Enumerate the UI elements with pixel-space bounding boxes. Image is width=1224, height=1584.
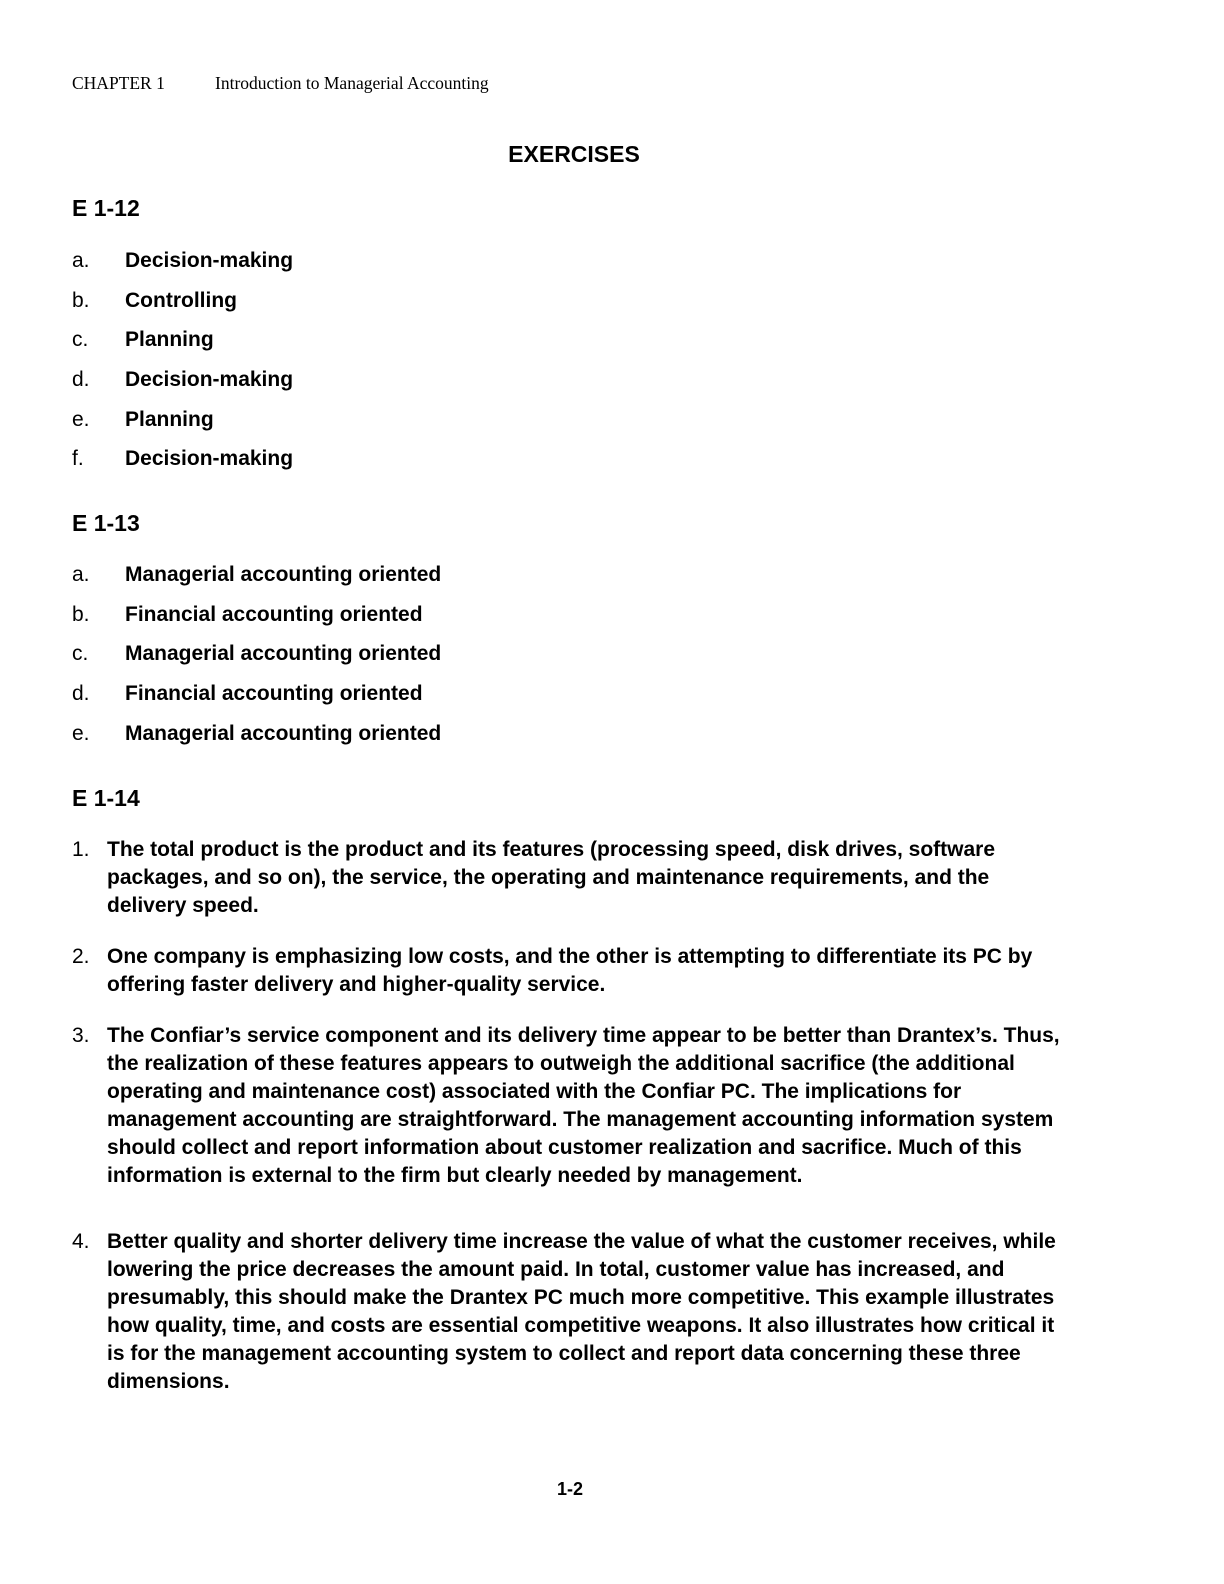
list-marker: d.	[72, 368, 90, 392]
list-answer: Decision-making	[125, 249, 294, 272]
list-item	[72, 641, 441, 681]
list-marker: a.	[72, 249, 90, 272]
section-heading-e1-12: E 1-12	[72, 195, 140, 221]
list-answer: Managerial accounting oriented	[125, 563, 442, 586]
page-title: EXERCISES	[508, 141, 640, 167]
chapter-label: CHAPTER 1	[72, 73, 165, 93]
numbered-answer-4	[72, 1228, 1072, 1396]
list-item	[72, 407, 293, 447]
answer-text: One company is emphasizing low costs, and the other is attempting to differentiate its PC by offering faster delivery and higher-quality service.	[107, 945, 1033, 996]
list-answer: Decision-making	[125, 447, 294, 471]
list-marker: b.	[72, 288, 90, 312]
list-marker: c.	[72, 328, 89, 352]
list-marker: e.	[72, 721, 90, 745]
list-answer: Planning	[125, 328, 214, 352]
list-item	[72, 248, 293, 288]
section-heading-e1-13: E 1-13	[72, 510, 140, 536]
list-marker: e.	[72, 407, 90, 431]
answer-text: Better quality and shorter delivery time increase the value of what the customer receives, while lowering the price decreases the amount paid. In total, customer value has increased, and presumably, this should make the Drantex PC much more competitive. This example illustrates how quality, time, and costs are essential competitive weapons. It also illustrates how critical it is for the management accounting system to collect and report data concerning these three dimensions.	[107, 1230, 1056, 1393]
numbered-answer-2	[72, 943, 1072, 999]
chapter-title: Introduction to Managerial Accounting	[215, 73, 489, 93]
list-answer: Managerial accounting oriented	[125, 721, 442, 745]
answer-number: 2.	[72, 945, 90, 968]
list-marker: b.	[72, 602, 90, 626]
list-marker: f.	[72, 447, 84, 471]
list-answer: Managerial accounting oriented	[125, 642, 442, 666]
list-marker: d.	[72, 682, 90, 706]
page-number: 1-2	[556, 1479, 583, 1499]
list-answer: Planning	[125, 407, 214, 431]
list-marker: a.	[72, 563, 90, 586]
list-marker: c.	[72, 642, 89, 666]
list-answer: Financial accounting oriented	[125, 682, 423, 706]
list-item	[72, 681, 441, 721]
answer-text: The total product is the product and its features (processing speed, disk drives, software packages, and so on), the service, the operating and maintenance requirements, and the delivery speed.	[107, 838, 996, 917]
numbered-answer-1	[72, 836, 1072, 920]
list-item	[72, 327, 293, 367]
list-item	[72, 721, 441, 761]
answer-number: 4.	[72, 1230, 90, 1253]
numbered-answer-3	[72, 1022, 1072, 1190]
answer-list-e1-13	[72, 562, 441, 760]
answer-number: 1.	[72, 838, 90, 861]
list-item	[72, 602, 441, 642]
list-item	[72, 562, 441, 602]
answer-number: 3.	[72, 1024, 90, 1047]
list-answer: Financial accounting oriented	[125, 602, 423, 626]
running-head	[72, 72, 489, 94]
answer-list-e1-12	[72, 248, 293, 486]
list-item	[72, 446, 293, 486]
list-item	[72, 367, 293, 407]
list-answer: Controlling	[125, 288, 237, 312]
answer-text: The Confiar’s service component and its delivery time appear to be better than Drantex’s. Thus, the realization of these features appears to outweigh the additional sacrifice (the additional operating and maintenance cost) associated with the Confiar PC. The implications for management accounting are straightforward. The management accounting information system should collect and report information about customer realization and sacrifice. Much of this information is external to the firm but clearly needed by management.	[107, 1024, 1060, 1187]
list-item	[72, 288, 293, 328]
section-heading-e1-14: E 1-14	[72, 785, 140, 811]
list-answer: Decision-making	[125, 368, 294, 392]
